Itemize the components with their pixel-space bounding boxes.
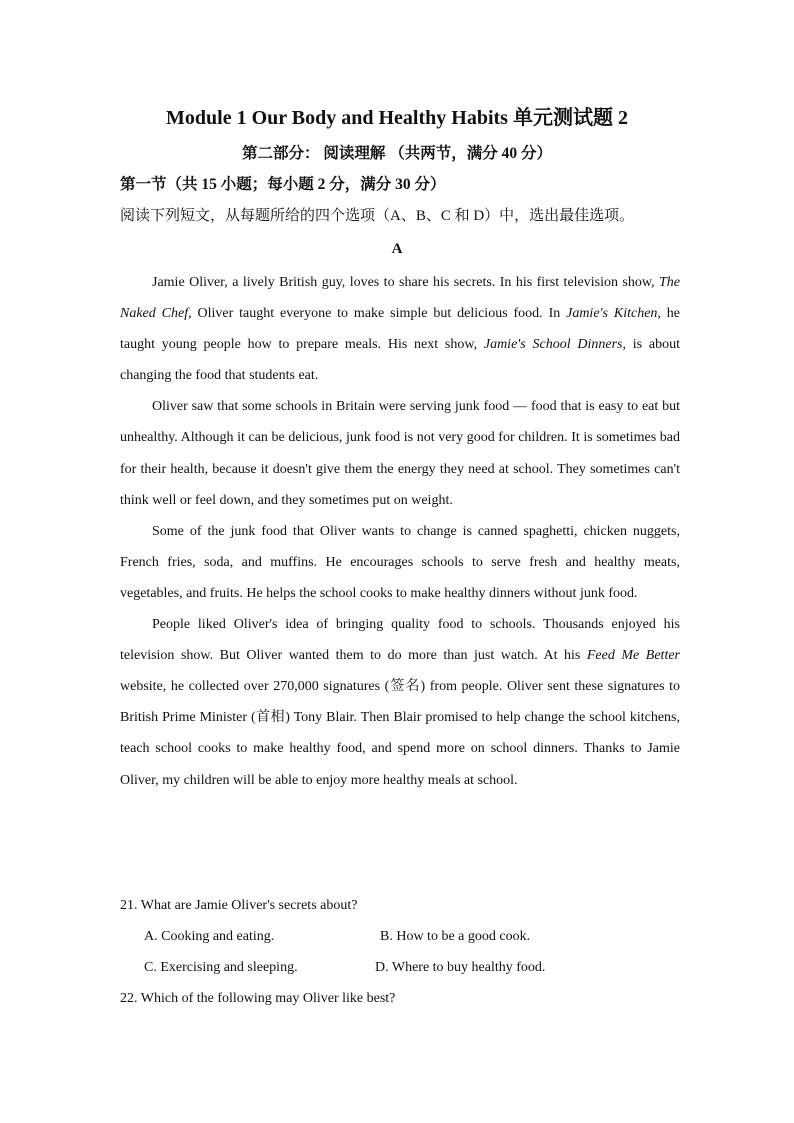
part-heading: 第二部分： 阅读理解 （共两节，满分 40 分） [241,145,552,162]
passage-body [120,267,680,796]
show-title-school-dinners: Jamie's School Dinners [483,337,623,353]
section-heading: 第一节（共 15 小题；每小题 2 分，满分 30 分） [120,176,446,193]
show-title-jamies-kitchen: Jamie's Kitchen [566,306,658,322]
question-21-option-c: C. Exercising and sleeping. [144,960,298,976]
website-name-feed-me-better: Feed Me Better [586,648,680,664]
paragraph-1-text-1: Jamie Oliver, a lively British guy, loves to share his secrets. In his first television show, [152,275,659,290]
question-21-option-b: B. How to be a good cook. [380,929,531,945]
passage-label: A [391,241,403,257]
paragraph-1-text-2: , Oliver taught everyone to make simple but delicious food. In [188,306,567,322]
question-21-options-row-2 [120,952,680,983]
question-22-stem: 22. Which of the following may Oliver like best? [120,991,396,1007]
paragraph-2: Oliver saw that some schools in Britain were serving junk food — food that is easy to eat but unhealthy. Although it can be delicious, junk food is not very good for children. It is sometimes bad for their health, because it doesn't give them the energy they need at school. They sometimes can't think well or feel down, and they sometimes put on weight. [120,399,680,508]
paragraph-3: Some of the junk food that Oliver wants to change is canned spaghetti, chicken nuggets, French fries, soda, and muffins. He encourages schools to serve fresh and healthy meats, vegetables, and fruits. He helps the school cooks to make healthy dinners without junk food. [120,523,680,601]
paragraph-4 [120,609,680,796]
paragraph-4-text-2: website, he collected over 270,000 signatures (签名) from people. Oliver sent these signatures to British Prime Minister (首相) Tony Blair. Then Blair promised to help change the school kitchens, teach school cooks to make healthy food, and spend more on school dinners. Thanks to Jamie Oliver, my children will be able to enjoy more healthy meals at school. [120,679,680,788]
paragraph-1 [120,267,680,391]
paragraph-4-text-1: People liked Oliver's idea of bringing quality food to schools. Thousands enjoyed his television show. But Oliver wanted them to do more than just watch. At his [120,617,680,664]
instruction-text: 阅读下列短文，从每题所给的四个选项（A、B、C 和 D）中，选出最佳选项。 [120,208,635,224]
question-21-options-row-1 [120,921,680,952]
show-title-naked-chef: The Naked Chef [120,275,680,322]
paragraph-1-text-4: , is about changing the food that students eat. [120,337,680,384]
paragraph-1-text-3: , he taught young people how to prepare meals. His next show, [120,306,680,353]
question-21-stem: 21. What are Jamie Oliver's secrets about? [120,898,358,913]
question-21-option-a: A. Cooking and eating. [144,929,275,945]
question-21-option-d: D. Where to buy healthy food. [375,960,546,976]
document-title: Module 1 Our Body and Healthy Habits 单元测试题 2 [166,107,628,129]
question-list [120,890,680,1014]
